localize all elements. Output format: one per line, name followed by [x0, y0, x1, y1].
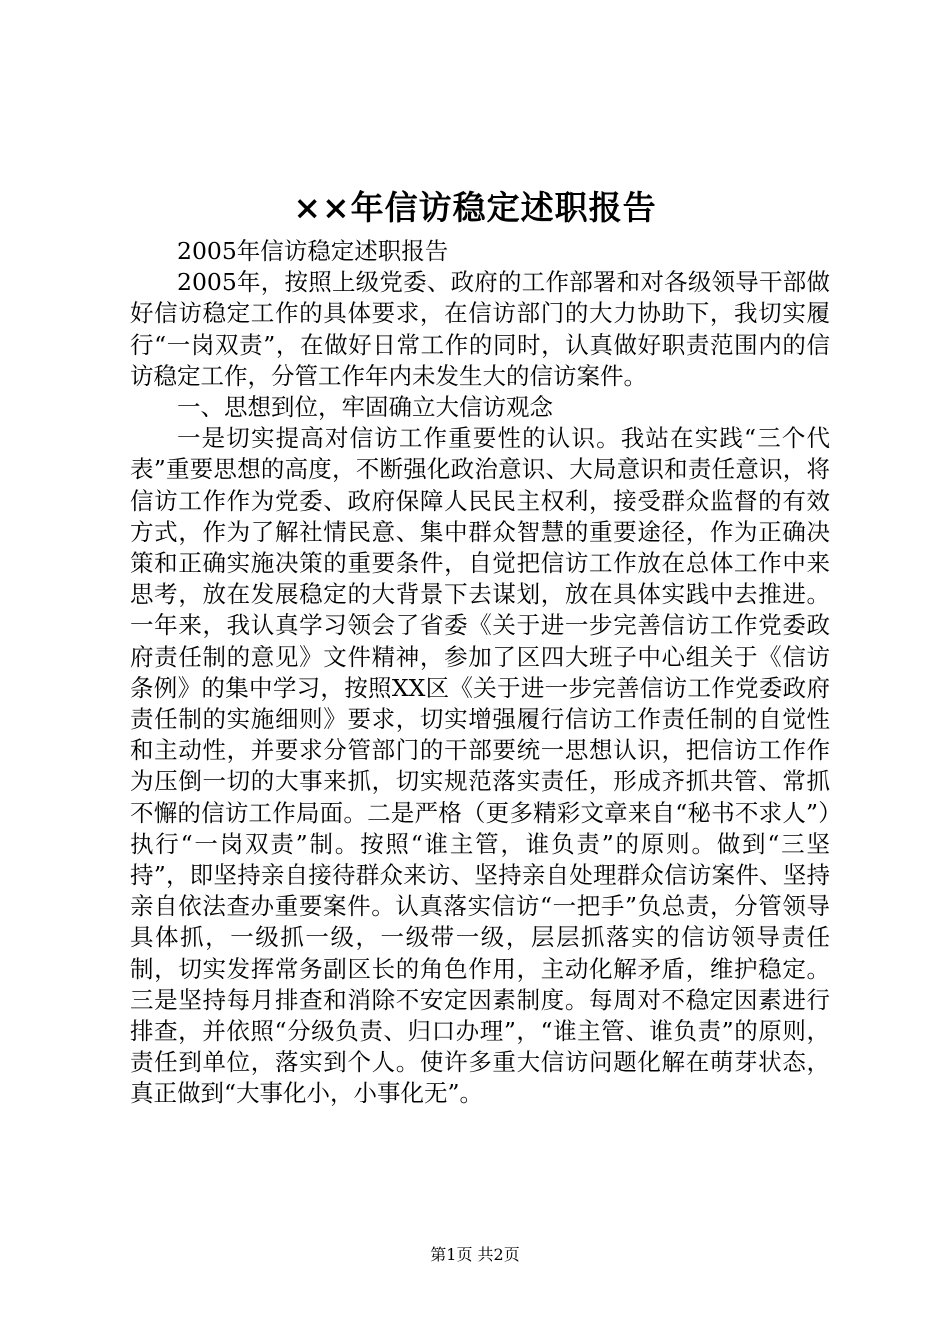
page-number-footer: 第1页 共2页	[430, 1245, 520, 1264]
paragraph-intro: 2005年，按照上级党委、政府的工作部署和对各级领导干部做好信访稳定工作的具体要求，在信访部门的大力协助下，我切实履行“一岗双责”，在做好日常工作的同时，认真做好职责范围内的信访稳定工作，分管工作年内未发生大的信访案件。	[130, 268, 830, 390]
document-body	[130, 236, 830, 1110]
document-title: ××年信访稳定述职报告	[293, 188, 657, 227]
paragraph-subtitle: 2005年信访稳定述职报告	[177, 237, 449, 265]
section-heading: 一、思想到位，牢固确立大信访观念	[177, 393, 553, 422]
paragraph-section-body: 一是切实提高对信访工作重要性的认识。我站在实践“三个代表”重要思想的高度，不断强化政治意识、大局意识和责任意识，将信访工作作为党委、政府保障人民民主权利，接受群众监督的有效方式，作为了解社情民意、集中群众智慧的重要途径，作为正确决策和正确实施决策的重要条件，自觉把信访工作放在总体工作中来思考，放在发展稳定的大背景下去谋划，放在具体实践中去推进。一年来，我认真学习领会了省委《关于进一步完善信访工作党委政府责任制的意见》文件精神，参加了区四大班子中心组关于《信访条例》的集中学习，按照XX区《关于进一步完善信访工作党委政府责任制的实施细则》要求，切实增强履行信访工作责任制的自觉性和主动性，并要求分管部门的干部要统一思想认识，把信访工作作为压倒一切的大事来抓，切实规范落实责任，形成齐抓共管、常抓不懈的信访工作局面。二是严格（更多精彩文章来自“秘书不求人”）执行“一岗双责”制。按照“谁主管，谁负责”的原则。做到“三坚持”，即坚持亲自接待群众来访、坚持亲自处理群众信访案件、坚持亲自依法查办重要案件。认真落实信访“一把手”负总责，分管领导具体抓，一级抓一级，一级带一级，层层抓落实的信访领导责任制，切实发挥常务副区长的角色作用，主动化解矛盾，维护稳定。三是坚持每月排查和消除不安定因素制度。每周对不稳定因素进行排查，并依照“分级负责、归口办理”，“谁主管、谁负责”的原则，责任到单位，落实到个人。使许多重大信访问题化解在萌芽状态，真正做到“大事化小，小事化无”。	[130, 424, 830, 1108]
